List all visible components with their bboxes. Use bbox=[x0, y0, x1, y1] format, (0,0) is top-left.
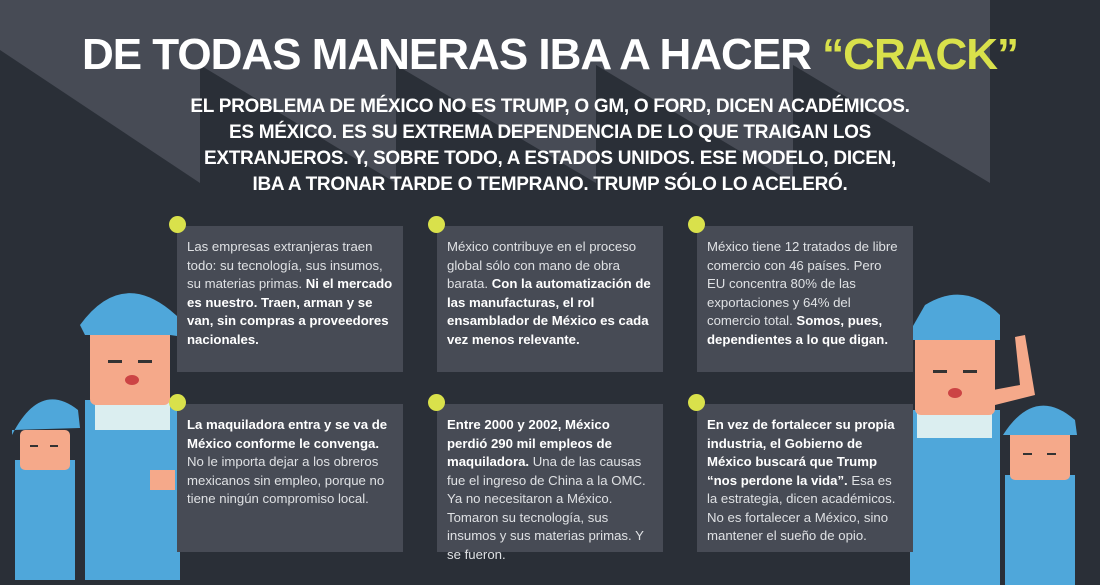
worker-figures-right bbox=[905, 285, 1100, 585]
subtitle: EL PROBLEMA DE MÉXICO NO ES TRUMP, O GM, O FORD, DICEN ACADÉMICOS. ES MÉXICO. ES SU EXTREMA DEPENDENCIA DE LO QUE TRAIGAN LOS EXTRANJEROS. Y, SOBRE TODO, A ESTADOS UNIDOS. ESE MODELO, DICEN, IBA A TRONAR TARDE O TEMPRANO. TRUMP SÓLO LO ACELERÓ. bbox=[190, 96, 910, 195]
short-worker-left bbox=[12, 399, 80, 580]
info-card: La maquiladora entra y se va de México conforme le convenga. No le importa dejar a los obreros mexicanos sin empleo, porque no tiene ningún compromiso local. bbox=[177, 404, 403, 552]
bullet-dot-icon bbox=[428, 216, 445, 233]
info-card: En vez de fortalecer su propia industria, el Gobierno de México buscará que Trump “nos perdone la vida”. Esa es la estrategia, dicen académicos. No es fortalecer a México, sino mantener el sueño de opio. bbox=[697, 404, 913, 552]
info-card: México contribuye en el proceso global sólo con mano de obra barata. Con la automatización de las manufacturas, el rol ensamblador de México es cada vez menos relevante. bbox=[437, 226, 663, 372]
bullet-dot-icon bbox=[169, 394, 186, 411]
info-card: México tiene 12 tratados de libre comercio con 46 países. Pero EU concentra 80% de las exportaciones y 64% del comercio total. Somos, pues, dependientes a lo que digan. bbox=[697, 226, 913, 372]
title-highlight: “CRACK” bbox=[822, 30, 1019, 79]
bullet-dot-icon bbox=[688, 394, 705, 411]
bullet-dot-icon bbox=[169, 216, 186, 233]
bullet-dot-icon bbox=[688, 216, 705, 233]
short-worker-right bbox=[1003, 406, 1077, 585]
page-title: DE TODAS MANERAS IBA A HACER “CRACK” bbox=[81, 30, 1019, 79]
info-card: Entre 2000 y 2002, México perdió 290 mil empleos de maquiladora. Una de las causas fue el ingreso de China a la OMC. Ya no necesitaron a México. Tomaron su tecnología, sus insumos y sus materias primas. Y se fueron. bbox=[437, 404, 663, 552]
bullet-dot-icon bbox=[428, 394, 445, 411]
info-card: Las empresas extranjeras traen todo: su tecnología, sus insumos, su materias primas. Ni el mercado es nuestro. Traen, arman y se van, sin compras a proveedores nacionales. bbox=[177, 226, 403, 372]
